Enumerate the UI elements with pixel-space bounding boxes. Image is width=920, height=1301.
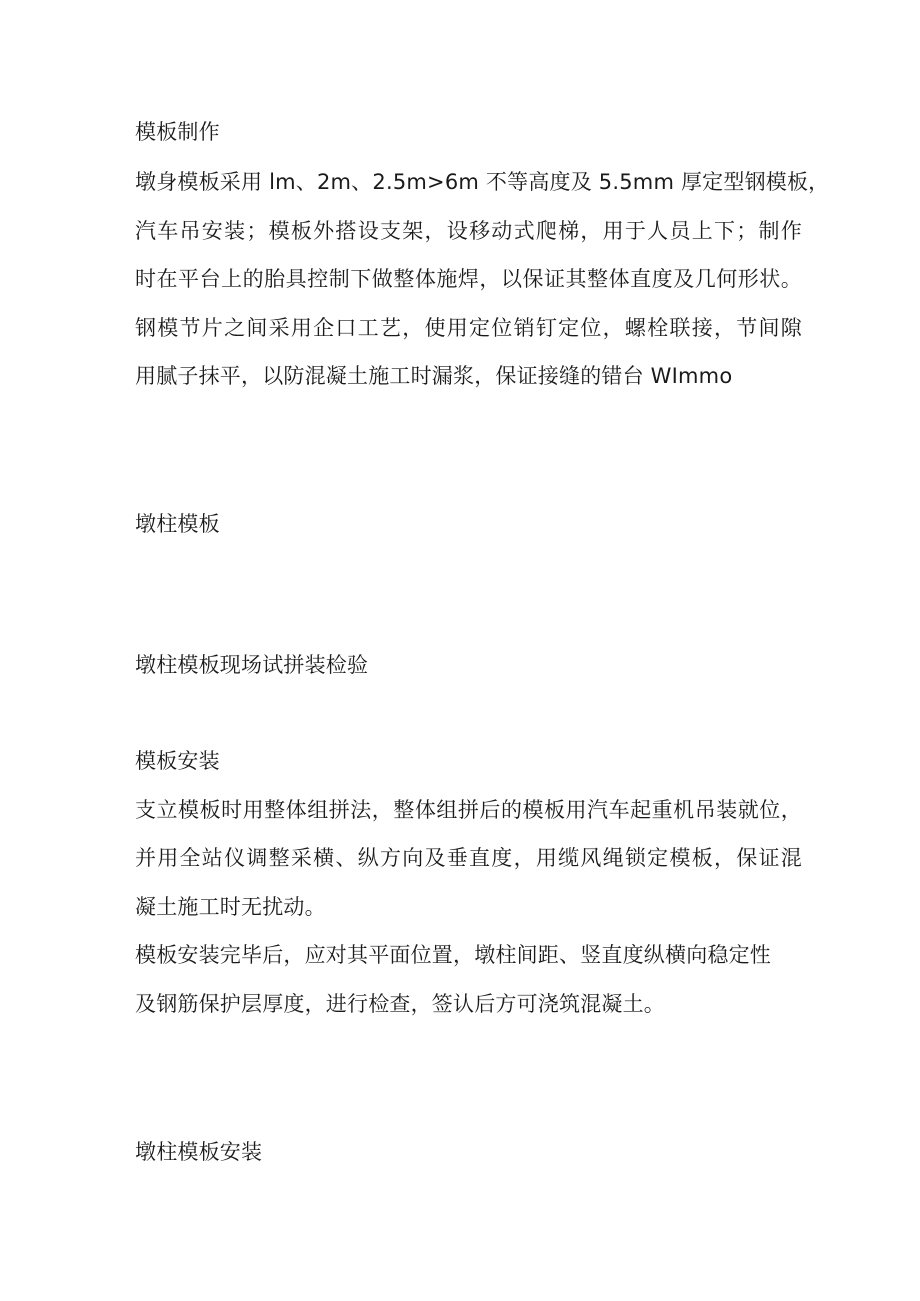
section-heading-trial-assembly-inspection: 墩柱模板现场试拼装检验 (135, 653, 369, 677)
paragraph-line: 并用全站仪调整采横、纵方向及垂直度，用缆风绳锁定模板，保证混 (135, 846, 802, 870)
section-heading-pier-column-formwork-installation: 墩柱模板安装 (135, 1140, 263, 1164)
paragraph-line: 及钢筋保护层厚度，进行检查，签认后方可浇筑混凝土。 (135, 992, 665, 1016)
paragraph-line: 钢模节片之间采用企口工艺，使用定位销钉定位，螺栓联接，节间隙 (135, 316, 802, 340)
paragraph-line: 汽车吊安装；模板外搭设支架，设移动式爬梯，用于人员上下；制作 (135, 219, 802, 243)
paragraph-line: 时在平台上的胎具控制下做整体施焊，以保证其整体直度及几何形状。 (135, 267, 802, 291)
paragraph-line: 用腻子抹平，以防混凝土施工时漏浆，保证接缝的错台 WImmo (135, 364, 733, 388)
section-heading-formwork-installation: 模板安装 (135, 749, 220, 773)
section-heading-pier-column-formwork: 墩柱模板 (135, 512, 220, 536)
paragraph-line: 模板安装完毕后，应对其平面位置，墩柱间距、竖直度纵横向稳定性 (135, 943, 771, 967)
paragraph-line: 凝土施工时无扰动。 (135, 895, 326, 919)
section-heading-formwork-fabrication: 模板制作 (135, 120, 220, 144)
paragraph-line: 墩身模板采用 lm、2m、2.5m>6m 不等高度及 5.5mm 厚定型钢模板， (135, 170, 830, 194)
paragraph-line: 支立模板时用整体组拼法，整体组拼后的模板用汽车起重机吊装就位， (135, 798, 802, 822)
